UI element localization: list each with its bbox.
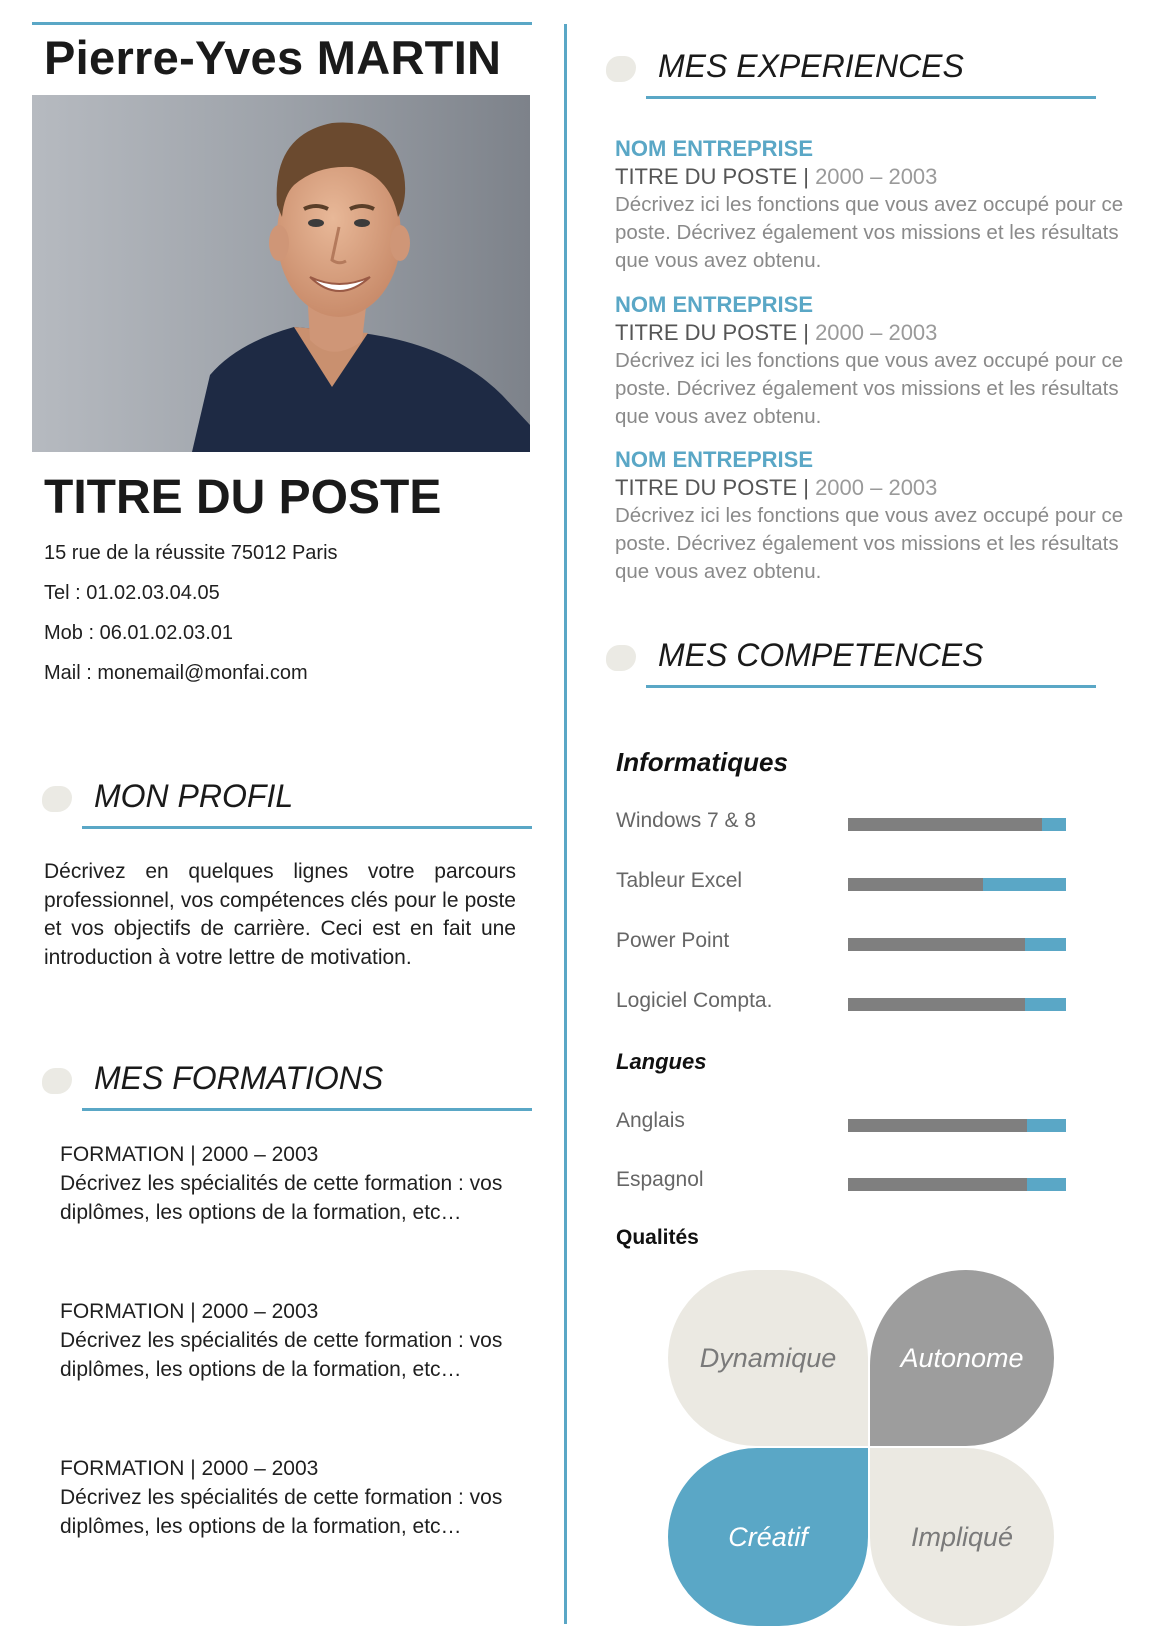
- experience-title: TITRE DU POSTE |: [615, 164, 816, 189]
- skill-bar: [848, 1178, 1066, 1191]
- bullet-blob-icon: [42, 1068, 72, 1094]
- quality-petal: [870, 1270, 1054, 1446]
- quality-label: Autonome: [900, 1342, 1024, 1373]
- experience-title-line: [615, 162, 1150, 191]
- quality-petal: [870, 1448, 1054, 1626]
- skill-bar: [848, 818, 1066, 831]
- skills-category-langues: Langues: [616, 1049, 707, 1074]
- experience-item: [615, 446, 1150, 586]
- bullet-blob-icon: [606, 645, 636, 671]
- heading-underline: [646, 685, 1096, 688]
- formation-desc: Décrivez les spécialités de cette formation : vos diplômes, les options de la formation, etc…: [60, 1486, 503, 1538]
- experience-title: TITRE DU POSTE |: [615, 320, 816, 345]
- formation-desc: Décrivez les spécialités de cette formation : vos diplômes, les options de la formation, etc…: [60, 1329, 503, 1381]
- column-divider: [564, 24, 567, 1624]
- experience-title: TITRE DU POSTE |: [615, 475, 816, 500]
- skill-bar: [848, 1119, 1066, 1132]
- quality-petal: [668, 1270, 868, 1446]
- skills-category-informatique: Informatiques: [616, 747, 788, 777]
- skill-label: Anglais: [616, 1109, 685, 1132]
- bullet-blob-icon: [42, 786, 72, 812]
- experience-item: [615, 135, 1150, 275]
- formation-item: [60, 1454, 520, 1541]
- experience-title-line: [615, 318, 1150, 347]
- heading-underline: [82, 1108, 532, 1111]
- skill-label: Logiciel Compta.: [616, 989, 773, 1012]
- skill-label: Espagnol: [616, 1168, 704, 1191]
- top-rule: [32, 22, 532, 25]
- quality-label: Créatif: [728, 1521, 808, 1552]
- formation-desc: Décrivez les spécialités de cette formation : vos diplômes, les options de la formation, etc…: [60, 1172, 503, 1224]
- skill-bar-fill: [848, 1178, 1027, 1191]
- job-title: TITRE DU POSTE: [44, 471, 442, 524]
- skill-bar: [848, 878, 1066, 891]
- experience-desc: Décrivez ici les fonctions que vous avez occupé pour ce poste. Décrivez également vos missions et les résultats que vous avez obtenu.: [615, 193, 1124, 272]
- experience-item: [615, 291, 1150, 431]
- heading-underline: [82, 826, 532, 829]
- skill-bar-fill: [848, 818, 1042, 831]
- experience-years: 2000 – 2003: [815, 164, 938, 189]
- experience-desc: Décrivez ici les fonctions que vous avez occupé pour ce poste. Décrivez également vos missions et les résultats que vous avez obtenu.: [615, 349, 1124, 428]
- skill-bar-fill: [848, 938, 1025, 951]
- quality-petal: [668, 1448, 868, 1626]
- formation-item: [60, 1297, 520, 1384]
- skill-bar-fill: [848, 1119, 1027, 1132]
- experience-years: 2000 – 2003: [815, 475, 938, 500]
- company-name: NOM ENTREPRISE: [615, 136, 814, 161]
- profile-text: Décrivez en quelques lignes votre parcours professionnel, vos compétences clés pour le poste et vos objectifs de carrière. Ceci est en fait une introduction à votre lettre de motivation.: [44, 860, 516, 969]
- skill-bar: [848, 998, 1066, 1011]
- quality-label: Impliqué: [910, 1521, 1014, 1552]
- experience-title-line: [615, 473, 1150, 502]
- formations-heading: MES FORMATIONS: [94, 1060, 384, 1096]
- bullet-blob-icon: [606, 56, 636, 82]
- skill-bar: [848, 938, 1066, 951]
- experiences-heading: MES EXPERIENCES: [658, 48, 964, 84]
- company-name: NOM ENTREPRISE: [615, 292, 814, 317]
- skill-bar-fill: [848, 998, 1025, 1011]
- formation-title: FORMATION | 2000 – 2003: [60, 1300, 319, 1323]
- skill-label: Tableur Excel: [616, 869, 743, 892]
- contact-mobile: Mob : 06.01.02.03.01: [44, 622, 234, 644]
- candidate-name: Pierre-Yves MARTIN: [44, 31, 502, 84]
- competences-heading: MES COMPETENCES: [658, 637, 984, 673]
- contact-address: 15 rue de la réussite 75012 Paris: [44, 542, 338, 564]
- experience-desc: Décrivez ici les fonctions que vous avez occupé pour ce poste. Décrivez également vos missions et les résultats que vous avez obtenu.: [615, 504, 1124, 583]
- quality-label: Dynamique: [699, 1342, 837, 1373]
- profile-photo: [32, 95, 530, 452]
- skill-bar-fill: [848, 878, 983, 891]
- skill-label: Windows 7 & 8: [616, 809, 757, 832]
- formation-title: FORMATION | 2000 – 2003: [60, 1143, 319, 1166]
- contact-phone: Tel : 01.02.03.04.05: [44, 582, 220, 604]
- formation-title: FORMATION | 2000 – 2003: [60, 1457, 319, 1480]
- skill-label: Power Point: [616, 929, 730, 952]
- formation-item: [60, 1140, 520, 1227]
- experience-years: 2000 – 2003: [815, 320, 938, 345]
- skills-category-qualites: Qualités: [616, 1226, 699, 1249]
- contact-email: Mail : monemail@monfai.com: [44, 662, 308, 684]
- profile-heading: MON PROFIL: [94, 778, 294, 814]
- heading-underline: [646, 96, 1096, 99]
- company-name: NOM ENTREPRISE: [615, 447, 814, 472]
